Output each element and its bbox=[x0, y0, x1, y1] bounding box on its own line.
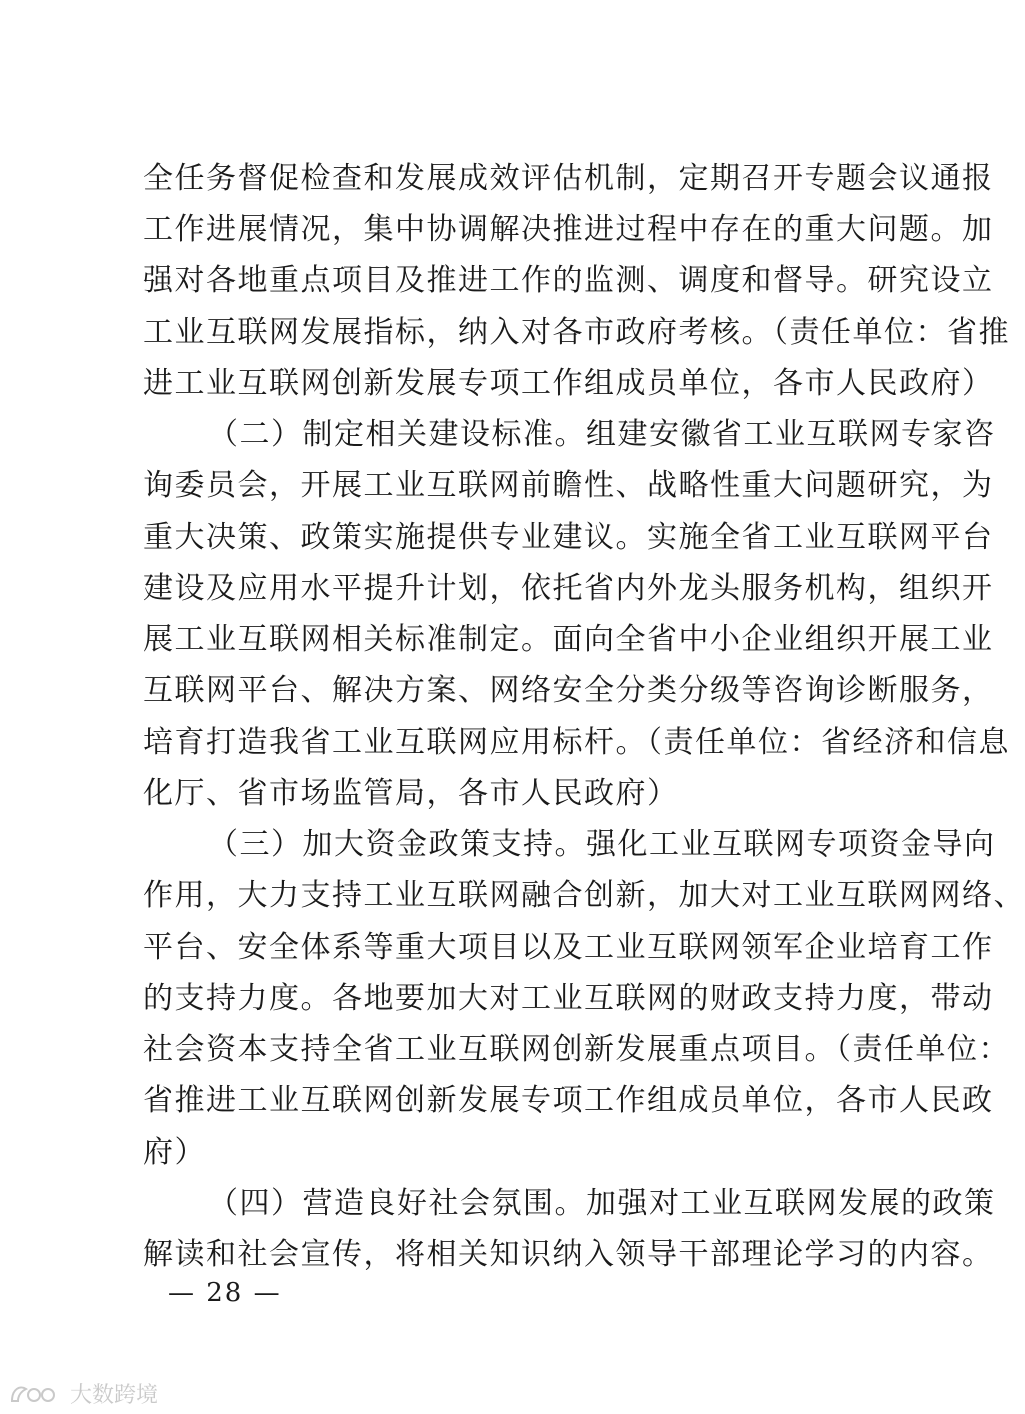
text-line: 平台、安全体系等重大项目以及工业互联网领军企业培育工作 bbox=[143, 930, 994, 965]
section-heading-line: （二）制定相关建设标准。组建安徽省工业互联网专家咨 bbox=[208, 417, 996, 452]
text-line: 进工业互联网创新发展专项工作组成员单位，各市人民政府） bbox=[143, 366, 994, 401]
text-line: 的支持力度。各地要加大对工业互联网的财政支持力度，带动 bbox=[143, 981, 994, 1016]
section-heading-line: （三）加大资金政策支持。强化工业互联网专项资金导向 bbox=[208, 827, 996, 862]
text-line: 互联网平台、解决方案、网络安全分类分级等咨询诊断服务， bbox=[143, 673, 994, 708]
section-heading-line: （四）营造良好社会氛围。加强对工业互联网发展的政策 bbox=[208, 1186, 996, 1221]
watermark-text: 大数跨境 bbox=[70, 1383, 159, 1408]
text-line: 府） bbox=[143, 1135, 206, 1170]
text-line: 重大决策、政策实施提供专业建议。实施全省工业互联网平台 bbox=[143, 520, 994, 555]
page-number: — 28 — bbox=[168, 1278, 282, 1308]
text-line: 培育打造我省工业互联网应用标杆。（责任单位：省经济和信息 bbox=[143, 725, 1010, 760]
watermark bbox=[8, 1378, 158, 1409]
text-line: 作用，大力支持工业互联网融合创新，加大对工业互联网网络、 bbox=[143, 878, 1025, 913]
text-line: 化厅、省市场监管局，各市人民政府） bbox=[143, 776, 679, 811]
text-line: 解读和社会宣传，将相关知识纳入领导干部理论学习的内容。 bbox=[143, 1237, 994, 1272]
text-line: 工业互联网发展指标，纳入对各市政府考核。（责任单位：省推 bbox=[143, 315, 1010, 350]
text-line: 强对各地重点项目及推进工作的监测、调度和督导。研究设立 bbox=[143, 263, 994, 298]
text-line: 社会资本支持全省工业互联网创新发展重点项目。（责任单位： bbox=[143, 1032, 1010, 1067]
text-line: 工作进展情况，集中协调解决推进过程中存在的重大问题。加 bbox=[143, 212, 994, 247]
text-line: 全任务督促检查和发展成效评估机制，定期召开专题会议通报 bbox=[143, 161, 994, 196]
text-line: 展工业互联网相关标准制定。面向全省中小企业组织开展工业 bbox=[143, 622, 994, 657]
text-line: 建设及应用水平提升计划，依托省内外龙头服务机构，组织开 bbox=[143, 571, 994, 606]
logo-icon bbox=[8, 1381, 64, 1407]
text-line: 询委员会，开展工业互联网前瞻性、战略性重大问题研究，为 bbox=[143, 468, 994, 503]
text-line: 省推进工业互联网创新发展专项工作组成员单位，各市人民政 bbox=[143, 1083, 994, 1118]
